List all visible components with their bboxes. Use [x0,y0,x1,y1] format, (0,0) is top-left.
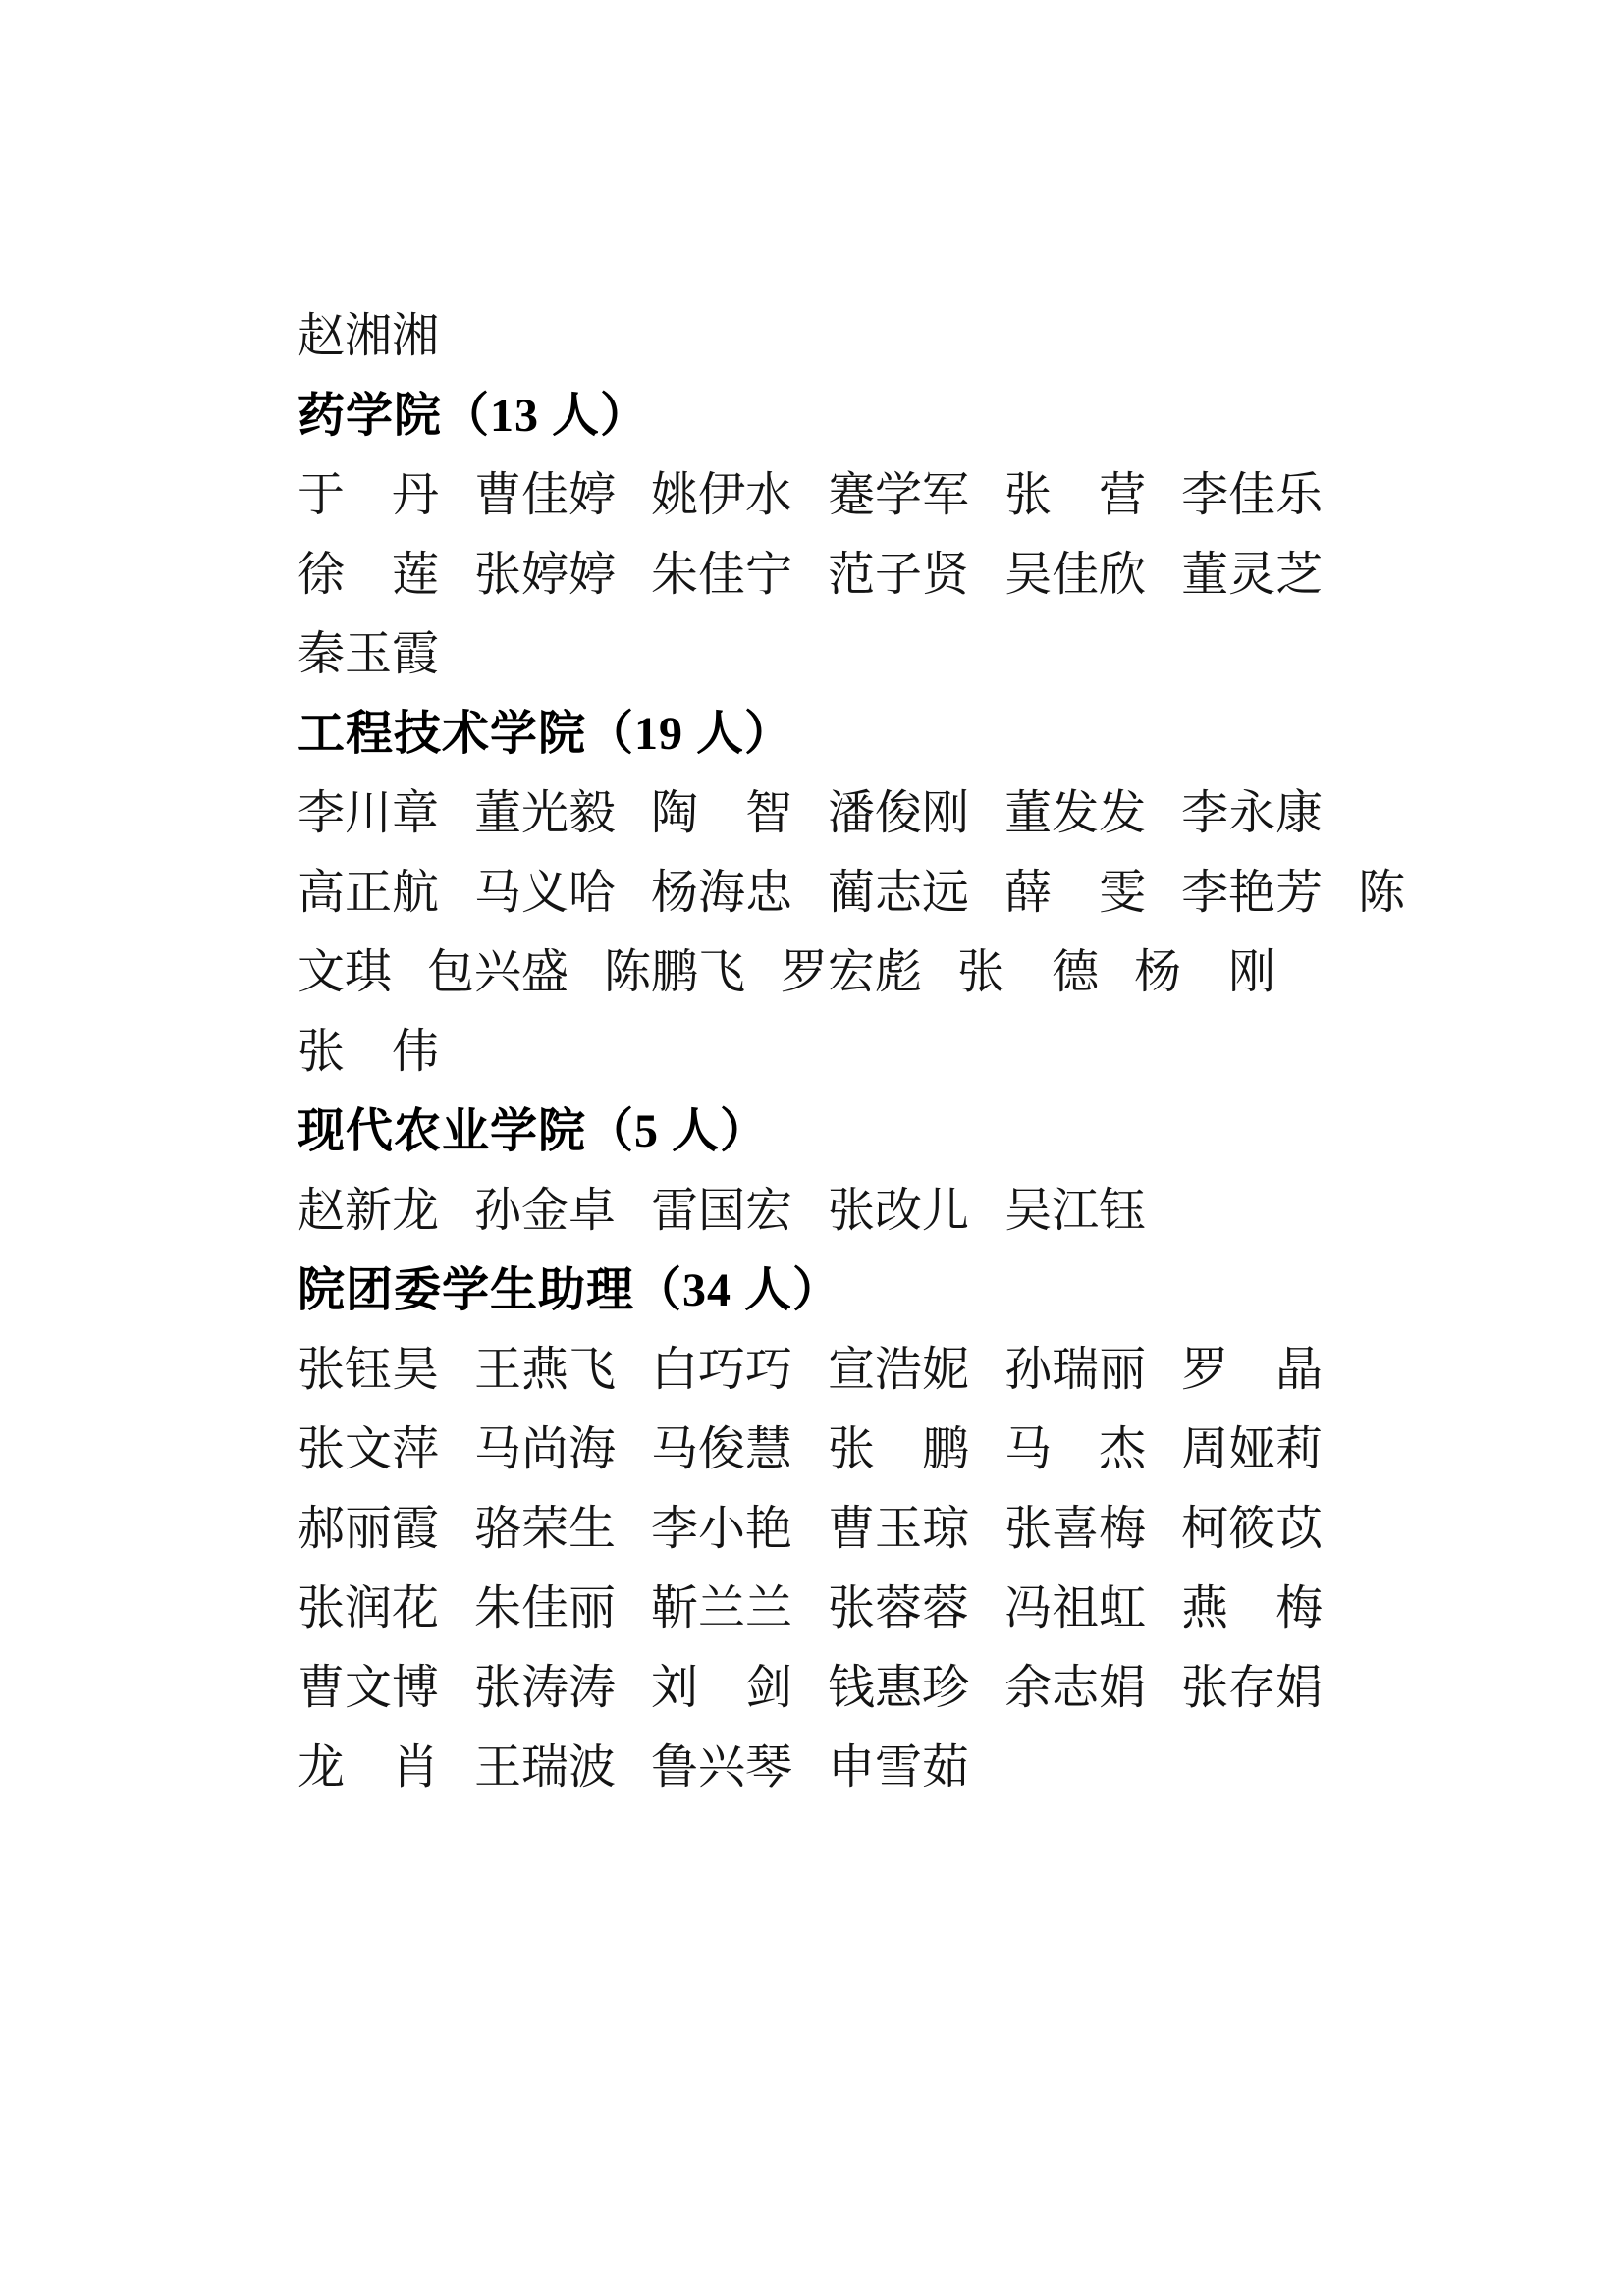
name-row [298,614,1457,694]
student-name: 曹佳婷 [474,469,617,521]
student-name: 郝丽霞 [298,1503,440,1555]
student-name: 雷国宏 [651,1185,793,1237]
student-name: 秦玉霞 [298,628,440,680]
student-name: 马义哈 [474,867,617,919]
student-name: 龙 肖 [298,1741,440,1793]
student-name: 曹玉琼 [828,1503,970,1555]
student-name: 张存娟 [1181,1662,1324,1714]
student-name: 张钰昊 [298,1344,440,1396]
student-name: 骆荣生 [474,1503,617,1555]
student-name: 朱佳宁 [651,549,793,601]
student-name: 张 营 [1004,469,1147,521]
student-name: 蔺志远 [828,867,970,919]
student-name: 董光毅 [474,787,617,839]
student-name: 文琪 [298,946,393,998]
name-row [298,1728,1457,1807]
student-name: 于 丹 [298,469,440,521]
student-name: 柯筱苡 [1181,1503,1324,1555]
student-name: 高正航 [298,867,440,919]
student-name: 张婷婷 [474,549,617,601]
name-row [298,933,1457,1012]
student-name: 张改儿 [828,1185,970,1237]
student-name: 张 伟 [298,1026,440,1078]
student-name: 马 杰 [1004,1423,1147,1475]
student-name: 李永康 [1181,787,1324,839]
student-name: 张涛涛 [474,1662,617,1714]
student-name: 吴江钰 [1004,1185,1147,1237]
student-name: 赵新龙 [298,1185,440,1237]
student-name: 宣浩妮 [828,1344,970,1396]
student-name: 王瑞波 [474,1741,617,1793]
student-name: 范子贤 [828,549,970,601]
name-row [298,774,1457,853]
student-name: 张 德 [957,946,1100,998]
student-name: 罗宏彪 [781,946,923,998]
student-name: 董发发 [1004,787,1147,839]
student-name: 罗 晶 [1181,1344,1324,1396]
student-name: 张 鹏 [828,1423,970,1475]
student-name: 燕 梅 [1181,1582,1324,1634]
name-row [298,1171,1457,1251]
student-name: 董灵芝 [1181,549,1324,601]
student-name: 姚伊水 [651,469,793,521]
student-name: 薛 雯 [1004,867,1147,919]
student-name: 白巧巧 [651,1344,793,1396]
name-row [298,1569,1457,1648]
student-name: 张润花 [298,1582,440,1634]
student-name: 冯祖虹 [1004,1582,1147,1634]
student-name: 申雪茹 [828,1741,970,1793]
student-name: 靳兰兰 [651,1582,793,1634]
student-name: 马俊慧 [651,1423,793,1475]
student-name: 吴佳欣 [1004,549,1147,601]
student-name: 张文萍 [298,1423,440,1475]
student-name: 陈鹏飞 [604,946,746,998]
name-row [298,1489,1457,1569]
student-name: 李艳芳 [1181,867,1324,919]
student-name: 周娅莉 [1181,1423,1324,1475]
student-name: 刘 剑 [651,1662,793,1714]
student-name: 曹文博 [298,1662,440,1714]
student-name: 李佳乐 [1181,469,1324,521]
student-name: 包兴盛 [427,946,569,998]
student-name: 杨海忠 [651,867,793,919]
name-row [298,1012,1457,1092]
student-name: 王燕飞 [474,1344,617,1396]
student-name: 蹇学军 [828,469,970,521]
name-row [298,535,1457,614]
student-name: 余志娟 [1004,1662,1147,1714]
student-name: 孙金卓 [474,1185,617,1237]
student-name: 陈 [1358,867,1406,919]
student-name: 孙瑞丽 [1004,1344,1147,1396]
name-row [298,455,1457,535]
name-row [298,1648,1457,1728]
student-name: 徐 莲 [298,549,440,601]
name-row [298,853,1457,933]
student-name: 张喜梅 [1004,1503,1147,1555]
student-name: 李小艳 [651,1503,793,1555]
section-heading: 现代农业学院（5 人） [298,1105,769,1157]
section-heading: 院团委学生助理（34 人） [298,1264,841,1316]
student-name: 潘俊刚 [828,787,970,839]
student-name: 李川章 [298,787,440,839]
student-name: 张蓉蓉 [828,1582,970,1634]
student-name: 钱惠珍 [828,1662,970,1714]
name-row [298,1330,1457,1410]
name-row [298,1410,1457,1489]
document-body [298,376,1457,1807]
student-name: 陶 智 [651,787,793,839]
section-heading: 工程技术学院（19 人） [298,708,793,760]
student-name: 杨 刚 [1134,946,1276,998]
student-name: 朱佳丽 [474,1582,617,1634]
student-name: 赵湘湘 [298,310,440,362]
name-row [298,296,1457,376]
section-heading: 药学院（13 人） [298,390,649,442]
student-name: 鲁兴琴 [651,1741,793,1793]
student-name: 马尚海 [474,1423,617,1475]
